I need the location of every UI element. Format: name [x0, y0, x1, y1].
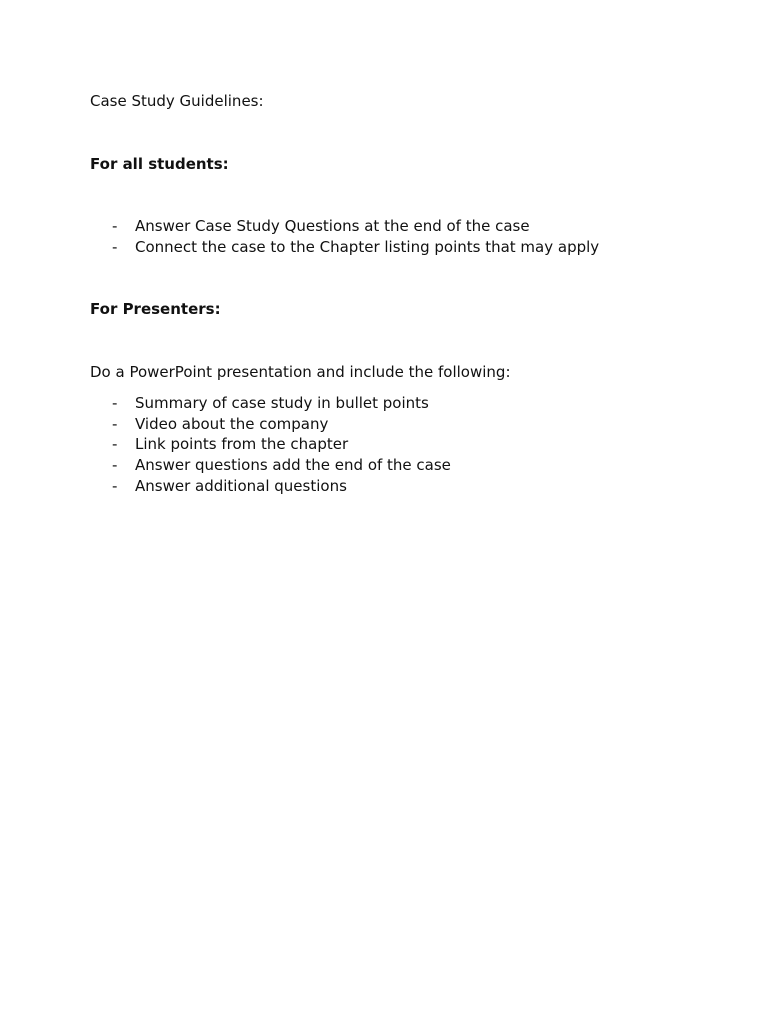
- document-title: Case Study Guidelines:: [90, 92, 264, 110]
- bullet-dash: -: [112, 435, 118, 454]
- list-item-text: Answer additional questions: [135, 476, 347, 495]
- list-item-text: Connect the case to the Chapter listing points that may apply: [135, 237, 600, 256]
- bullet-dash: -: [112, 476, 118, 495]
- list-item-text: Summary of case study in bullet points: [135, 394, 429, 412]
- list-item-text: Answer questions add the end of the case: [135, 456, 451, 475]
- section-heading-all-students: For all students:: [90, 155, 229, 173]
- section-heading-presenters: For Presenters:: [90, 300, 221, 318]
- bullet-dash: -: [112, 394, 118, 412]
- list-item-text: Answer Case Study Questions at the end of the case: [135, 217, 530, 235]
- bullet-dash: -: [112, 456, 118, 475]
- bullet-dash: -: [112, 414, 118, 433]
- list-item-text: Video about the company: [135, 414, 329, 433]
- list-item-text: Link points from the chapter: [135, 435, 349, 454]
- bullet-dash: -: [112, 217, 118, 235]
- presenters-intro: Do a PowerPoint presentation and include the following:: [90, 363, 511, 381]
- bullet-dash: -: [112, 237, 118, 256]
